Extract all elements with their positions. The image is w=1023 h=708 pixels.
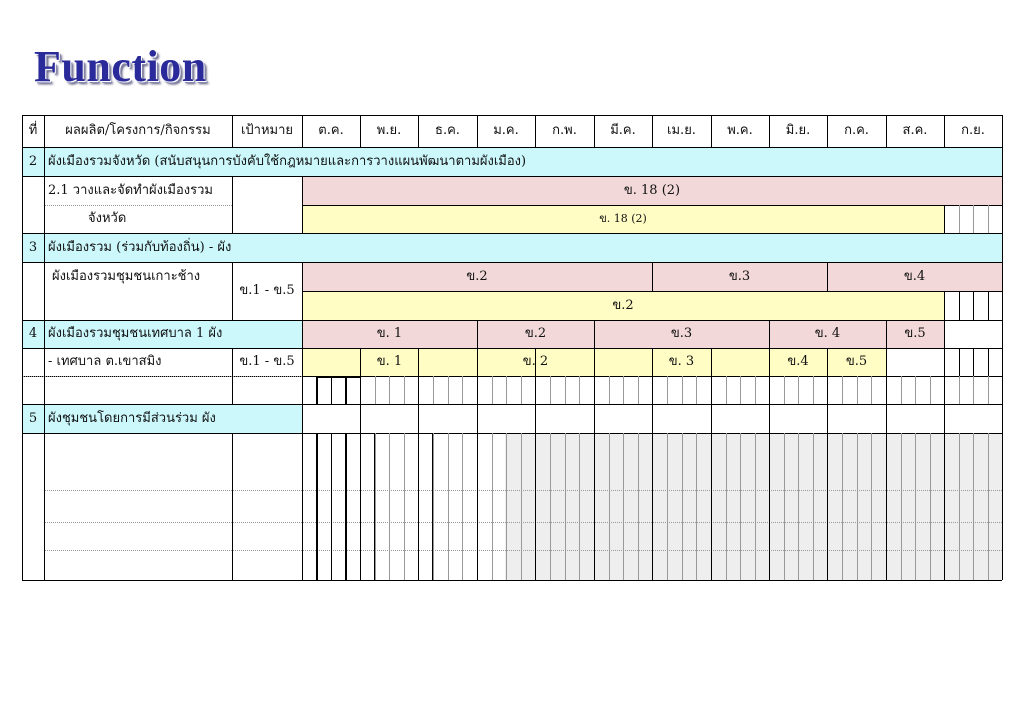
section-title: ผังชุมชนโดยการมีส่วนร่วม ผัง xyxy=(44,404,302,433)
grid-line xyxy=(886,320,887,348)
plan-bar: ข. 1 xyxy=(302,320,477,348)
grid-line xyxy=(22,147,1002,148)
header-month: ต.ค. xyxy=(318,123,344,138)
plan-bar: ข.3 xyxy=(652,262,827,291)
grid-line xyxy=(302,291,1002,292)
grid-line xyxy=(462,433,463,580)
grid-line xyxy=(594,320,595,348)
grid-line xyxy=(22,262,1002,263)
grid-line xyxy=(959,291,960,320)
grid-line xyxy=(374,433,375,580)
grid-line xyxy=(988,348,989,376)
grid-line xyxy=(784,376,785,404)
grid-line xyxy=(988,376,989,404)
grid-line xyxy=(22,115,23,580)
plan-bar: ข.2 xyxy=(477,320,594,348)
grid-line xyxy=(886,115,887,147)
header-month: พ.ค. xyxy=(727,123,753,138)
grid-line xyxy=(827,115,828,147)
grid-line xyxy=(404,433,405,580)
grid-line xyxy=(535,115,536,147)
grid-line xyxy=(22,376,302,377)
grid-line xyxy=(609,433,610,580)
grid-line xyxy=(360,348,361,580)
header-month: ก.ค. xyxy=(844,123,869,138)
grid-line xyxy=(506,376,507,404)
grid-line xyxy=(857,376,858,404)
grid-line xyxy=(842,376,843,404)
grid-line xyxy=(930,433,931,580)
grid-line xyxy=(579,433,580,580)
grid-line xyxy=(623,376,624,404)
activity-name: - เทศบาล ต.เขาสมิง xyxy=(48,354,162,369)
grid-line xyxy=(432,433,433,580)
grid-line xyxy=(550,433,551,580)
grid-line xyxy=(740,433,741,580)
grid-line xyxy=(667,433,668,580)
actual-bar: ข. 18 (2) xyxy=(302,205,944,233)
header-month: ก.ย. xyxy=(961,123,985,138)
grid-line xyxy=(973,291,974,320)
grid-line xyxy=(886,348,887,580)
activity-name-cont: จังหวัด xyxy=(88,211,127,226)
grid-line xyxy=(22,404,1002,405)
grid-line xyxy=(988,291,989,320)
grid-line xyxy=(316,377,360,378)
grid-line xyxy=(360,115,361,147)
grid-line xyxy=(798,376,799,404)
grid-line xyxy=(232,176,233,233)
grid-line xyxy=(418,348,419,580)
grid-line xyxy=(232,262,233,320)
plan-bar: ข.2 xyxy=(302,262,652,291)
grid-line xyxy=(769,348,770,580)
grid-line xyxy=(973,433,974,580)
header-month: เม.ย. xyxy=(667,123,696,138)
grid-line xyxy=(316,433,317,580)
grid-line xyxy=(594,115,595,147)
grid-line xyxy=(22,320,1002,321)
grid-line xyxy=(711,115,712,147)
grid-line xyxy=(944,291,945,320)
actual-bar: ข.5 xyxy=(827,348,886,376)
target-cell: ข.1 - ข.5 xyxy=(239,283,295,298)
grid-line xyxy=(345,376,346,404)
plan-bar: ข. 4 xyxy=(769,320,886,348)
header-month: ม.ค. xyxy=(493,123,519,138)
grid-line xyxy=(565,376,566,404)
grid-line xyxy=(346,376,347,404)
grid-line xyxy=(915,376,916,404)
section-title: ผังเมืองรวมชุมชนเทศบาล 1 ผัง xyxy=(44,320,302,348)
grid-line xyxy=(389,376,390,404)
grid-line xyxy=(871,376,872,404)
grid-line xyxy=(886,348,887,376)
header-month: มี.ค. xyxy=(610,123,636,138)
grid-line xyxy=(477,115,478,147)
grid-line xyxy=(477,348,478,580)
grid-line xyxy=(506,433,507,580)
grid-line xyxy=(579,376,580,404)
grid-line xyxy=(973,205,974,233)
grid-line xyxy=(769,348,770,376)
grid-line xyxy=(22,433,1002,434)
grid-line xyxy=(769,320,770,348)
grid-line xyxy=(316,376,317,404)
grid-line xyxy=(652,262,653,291)
grid-line xyxy=(784,433,785,580)
section-title: ผังเมืองรวม (ร่วมกับท้องถิ่น) - ผัง xyxy=(44,233,1002,262)
header-month: ธ.ค. xyxy=(435,123,460,138)
plan-bar: ข.3 xyxy=(594,320,769,348)
grid-line xyxy=(375,433,376,580)
grid-line xyxy=(944,115,945,147)
grid-line xyxy=(345,433,346,580)
grid-line xyxy=(944,320,945,348)
grid-line xyxy=(477,320,478,348)
grid-line xyxy=(755,433,756,580)
plan-bar: ข.4 xyxy=(827,262,1002,291)
grid-line xyxy=(901,376,902,404)
grid-line xyxy=(798,433,799,580)
grid-line xyxy=(521,433,522,580)
grid-line xyxy=(623,433,624,580)
grid-line xyxy=(418,115,419,147)
grid-line xyxy=(973,376,974,404)
header-no: ที่ xyxy=(28,123,38,138)
grid-line xyxy=(609,376,610,404)
activity-name: ผังเมืองรวมชุมชนเกาะช้าง xyxy=(52,269,201,284)
grid-line xyxy=(959,205,960,233)
grid-line xyxy=(638,433,639,580)
grid-line xyxy=(901,433,902,580)
grid-line xyxy=(302,262,303,320)
plan-bar: ข.5 xyxy=(886,320,944,348)
grid-line xyxy=(827,348,828,376)
grid-line xyxy=(550,376,551,404)
grid-line xyxy=(871,433,872,580)
grid-line xyxy=(740,376,741,404)
header-month: ส.ค. xyxy=(902,123,928,138)
grid-line xyxy=(317,433,318,580)
grid-line xyxy=(44,490,1002,491)
grid-line xyxy=(813,376,814,404)
grid-line xyxy=(535,348,536,580)
grid-line xyxy=(696,433,697,580)
grid-line xyxy=(232,348,233,404)
actual-bar: ข. 3 xyxy=(594,348,769,376)
grid-line xyxy=(302,348,303,580)
grid-line xyxy=(302,205,1002,206)
grid-line xyxy=(682,376,683,404)
grid-line xyxy=(44,550,1002,551)
actual-bar: ข. 1 xyxy=(302,348,477,376)
grid-line xyxy=(711,348,712,580)
grid-line xyxy=(302,115,303,147)
grid-line xyxy=(331,376,332,404)
grid-line xyxy=(959,348,960,376)
grid-line xyxy=(988,205,989,233)
grid-line xyxy=(915,433,916,580)
grid-line xyxy=(594,348,595,376)
plan-bar: ข. 18 (2) xyxy=(302,176,1002,205)
activity-name: 2.1 วางและจัดทำผังเมืองรวม xyxy=(48,183,213,198)
grid-line xyxy=(696,376,697,404)
grid-line xyxy=(652,115,653,147)
grid-line xyxy=(944,205,945,233)
row-number: 3 xyxy=(22,233,44,262)
grid-line xyxy=(813,433,814,580)
grid-line xyxy=(652,348,653,580)
grid-line xyxy=(769,115,770,147)
grid-line xyxy=(492,376,493,404)
actual-bar: ข.4 xyxy=(769,348,827,376)
section-title: ผังเมืองรวมจังหวัด (สนับสนุนการบังคับใช้กฎหมายและการวางแผนพัฒนาตามผังเมือง) xyxy=(44,147,1002,176)
grid-line xyxy=(22,348,1002,349)
grid-line xyxy=(521,376,522,404)
grid-line xyxy=(959,376,960,404)
grid-line xyxy=(22,176,1002,177)
grid-line xyxy=(317,376,318,404)
grid-line xyxy=(944,348,945,580)
grid-line xyxy=(565,433,566,580)
grid-line xyxy=(448,376,449,404)
grid-line xyxy=(331,433,332,580)
grid-line xyxy=(988,433,989,580)
grid-line xyxy=(346,433,347,580)
grid-line xyxy=(973,348,974,376)
grid-line xyxy=(22,115,1002,116)
grid-line xyxy=(594,348,595,580)
grid-line xyxy=(492,433,493,580)
grid-line xyxy=(857,433,858,580)
actual-bar: ข.2 xyxy=(302,291,944,320)
grid-line xyxy=(1002,115,1003,580)
grid-line xyxy=(44,522,1002,523)
grid-line xyxy=(232,115,233,147)
grid-line xyxy=(638,376,639,404)
header-month: มิ.ย. xyxy=(785,123,811,138)
grid-line xyxy=(477,348,478,376)
grid-line xyxy=(433,376,434,404)
grid-line xyxy=(302,176,303,233)
grid-line xyxy=(433,433,434,580)
grid-line xyxy=(842,433,843,580)
row-number: 5 xyxy=(22,404,44,433)
grid-line xyxy=(44,115,45,580)
grid-line xyxy=(22,580,1002,581)
page-title: Function xyxy=(34,42,207,91)
header-target: เป้าหมาย xyxy=(240,123,294,138)
grid-line xyxy=(404,376,405,404)
grid-line xyxy=(959,433,960,580)
header-month: ก.พ. xyxy=(552,123,577,138)
grid-line xyxy=(667,376,668,404)
actual-bar: ข. 2 xyxy=(477,348,594,376)
grid-line xyxy=(726,376,727,404)
grid-line xyxy=(726,433,727,580)
grid-line xyxy=(682,433,683,580)
grid-line xyxy=(827,262,828,291)
grid-line xyxy=(44,205,232,206)
header-product: ผลผลิต/โครงการ/กิจกรรม xyxy=(65,123,211,138)
grid-line xyxy=(22,233,1002,234)
grid-line xyxy=(827,348,828,580)
header-month: พ.ย. xyxy=(376,123,402,138)
grid-line xyxy=(755,376,756,404)
grid-line xyxy=(232,433,233,580)
grid-line xyxy=(375,376,376,404)
grid-line xyxy=(389,433,390,580)
grid-line xyxy=(930,376,931,404)
row-number: 2 xyxy=(22,147,44,176)
grid-line xyxy=(462,376,463,404)
row-number: 4 xyxy=(22,320,44,348)
grid-line xyxy=(448,433,449,580)
target-cell: ข.1 - ข.5 xyxy=(239,354,295,369)
